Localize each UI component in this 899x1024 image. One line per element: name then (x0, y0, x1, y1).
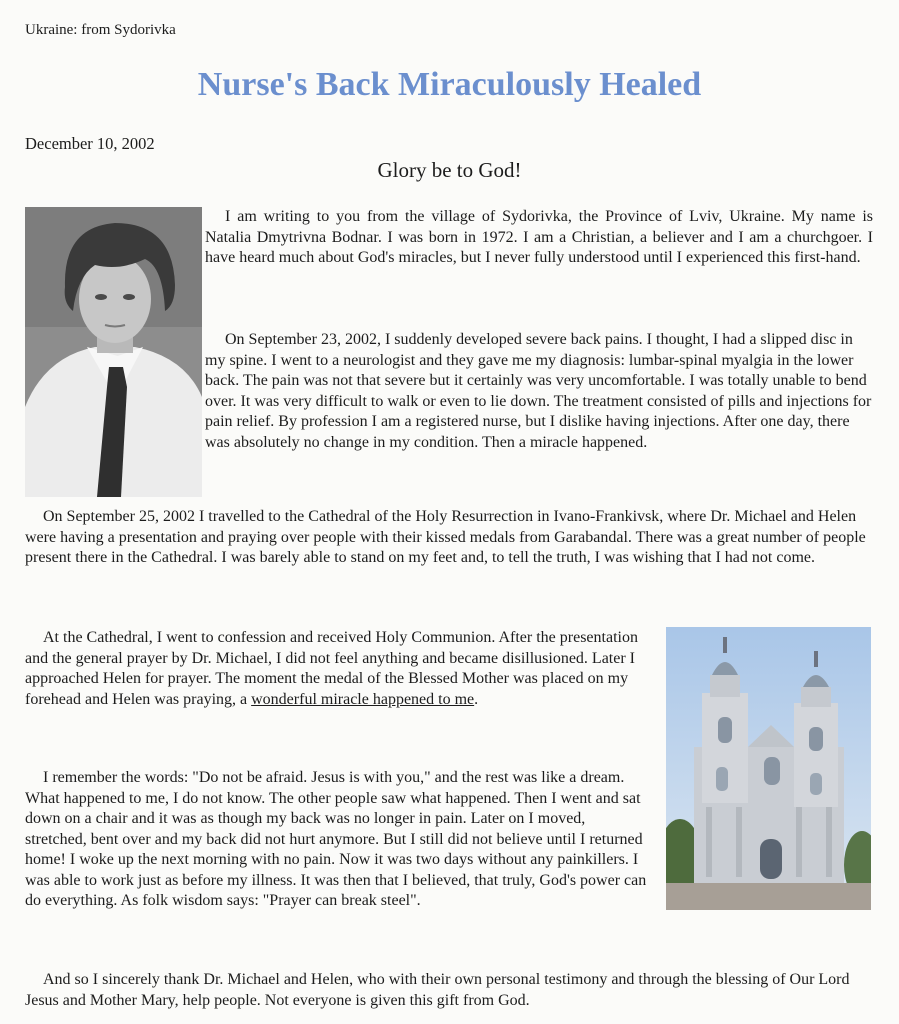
article-subtitle: Glory be to God! (377, 158, 522, 182)
portrait-photo-icon (25, 207, 202, 497)
portrait-photo-graphic (25, 207, 202, 497)
cathedral-photo-icon (666, 627, 871, 910)
paragraph-healing: I remember the words: "Do not be afraid. Jesus is with you," and the rest was like a dream. What happened to me, I do not know. The other people saw what happened. Then I went and sat down on a chair and it was as though my back was no longer in pain. Later on I moved, stretched, bent over and my back did not hurt anymore. But I still did not believe until I returned home! I woke up the next morning with no pain. Now it was two days without any painkillers. I was able to work just as before my illness. It was then that I believed, that truly, God's power can do everything. As folk wisdom says: "Prayer can break steel". (25, 769, 647, 909)
location-line: Ukraine: from Sydorivka (25, 22, 176, 38)
paragraph-introduction: I am writing to you from the village of Sydorivka, the Province of Lviv, Ukraine. My name is Natalia Dmytrivna Bodnar. I was born in 1972. I am a Christian, a believer and I am a churchgoer. I have heard much about God's miracles, but I never fully understood until I experienced this first-hand. (205, 208, 873, 266)
paragraph-miracle (25, 628, 647, 710)
paragraph-thanks: And so I sincerely thank Dr. Michael and Helen, who with their own personal testimony and through the blessing of Our Lord Jesus and Mother Mary, help people. Not everyone is given this gift from God. (25, 971, 850, 1009)
article-date: December 10, 2002 (25, 134, 155, 153)
paragraph-miracle-end: . (474, 690, 479, 708)
cathedral-photo-graphic (666, 627, 871, 910)
paragraph-cathedral-visit: On September 25, 2002 I travelled to the Cathedral of the Holy Resurrection in Ivano-Frankivsk, where Dr. Michael and Helen were having a presentation and praying over people with their kissed medals from Garabandal. There was a great number of people present there in the Cathedral. I was barely able to stand on my feet and, to tell the truth, I was wishing that I had not come. (25, 508, 866, 566)
paragraph-miracle-text: At the Cathedral, I went to confession and received Holy Communion. After the presentation and the general prayer by Dr. Michael, I did not feel anything and became disillusioned. Later I approached Helen for prayer. The moment the medal of the Blessed Mother was placed on my forehead and Helen was praying, a (25, 629, 638, 708)
underlined-miracle-text: wonderful miracle happened to me (251, 690, 475, 708)
article-title: Nurse's Back Miraculously Healed (197, 66, 702, 103)
paragraph-back-pain: On September 23, 2002, I suddenly developed severe back pains. I thought, I had a slipped disc in my spine. I went to a neurologist and they gave me my diagnosis: lumbar-spinal myalgia in the lower back. The pain was not that severe but it certainly was very uncomfortable. I was totally unable to bend over. It was very difficult to walk or even to lie down. The treatment consisted of pills and injections for pain relief. By profession I am a registered nurse, but I dislike having injections. After one day, there was absolutely no change in my condition. Then a miracle happened. (205, 331, 872, 451)
